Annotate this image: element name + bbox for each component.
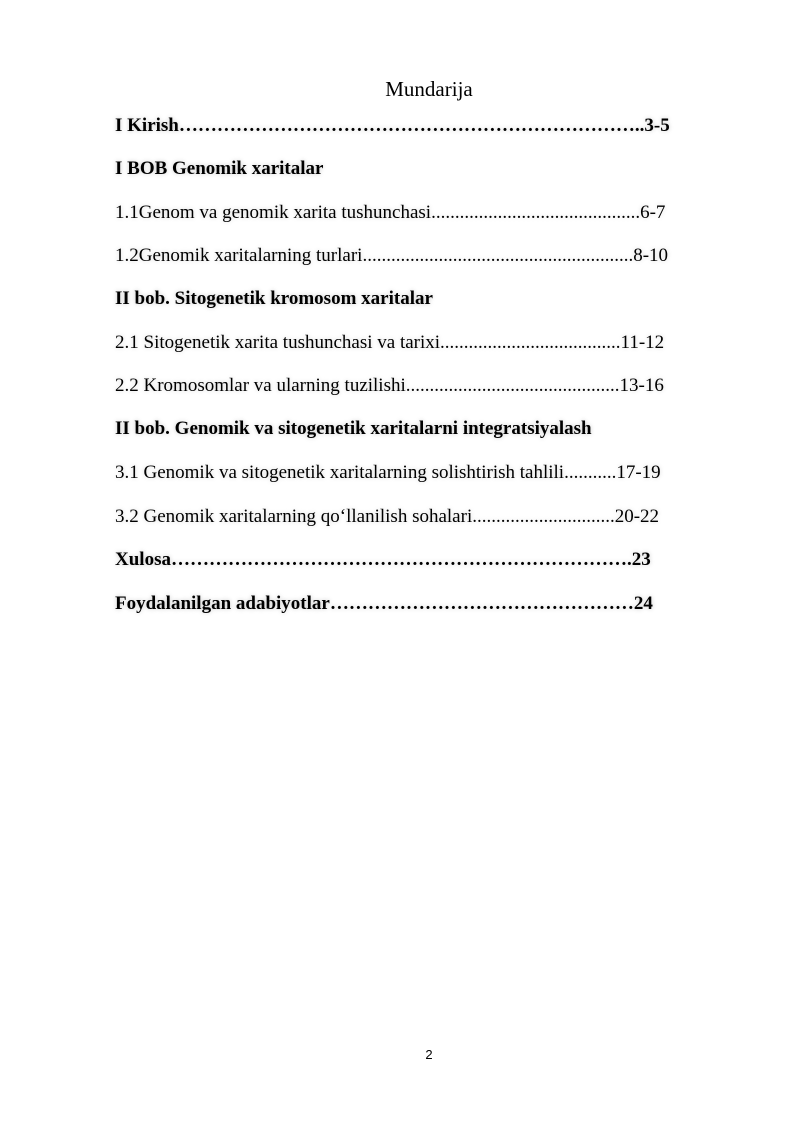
toc-entry-3-2: 3.2 Genomik xaritalarning qo‘llanilish sohalari..............................20-22 xyxy=(115,506,660,527)
toc-chapter-3-heading: II bob. Genomik va sitogenetik xaritalarni integratsiyalash xyxy=(115,418,592,439)
toc-chapter-2-heading: II bob. Sitogenetik kromosom xaritalar xyxy=(115,288,433,309)
toc-entry-2-1: 2.1 Sitogenetik xarita tushunchasi va tarixi......................................11-12 xyxy=(115,332,665,353)
page-number: 2 xyxy=(425,1047,433,1062)
toc-entry-1-1: 1.1Genom va genomik xarita tushunchasi............................................6-7 xyxy=(115,202,666,223)
toc-entry-3-1: 3.1 Genomik va sitogenetik xaritalarning solishtirish tahlili...........17-19 xyxy=(115,462,661,483)
toc-entry-adabiyotlar: Foydalanilgan adabiyotlar…………………………………………24 xyxy=(115,593,653,614)
toc-entry-xulosa: Xulosa……………………………………………………………….23 xyxy=(115,549,651,570)
toc-entry-kirish: I Kirish………………………………………………………………..3-5 xyxy=(115,115,670,136)
toc-title: Mundarija xyxy=(385,77,473,101)
toc-entry-2-2: 2.2 Kromosomlar va ularning tuzilishi.............................................13-16 xyxy=(115,375,664,396)
toc-chapter-1-heading: I BOB Genomik xaritalar xyxy=(115,158,324,179)
toc-entry-1-2: 1.2Genomik xaritalarning turlari.........................................................8-10 xyxy=(115,245,669,266)
